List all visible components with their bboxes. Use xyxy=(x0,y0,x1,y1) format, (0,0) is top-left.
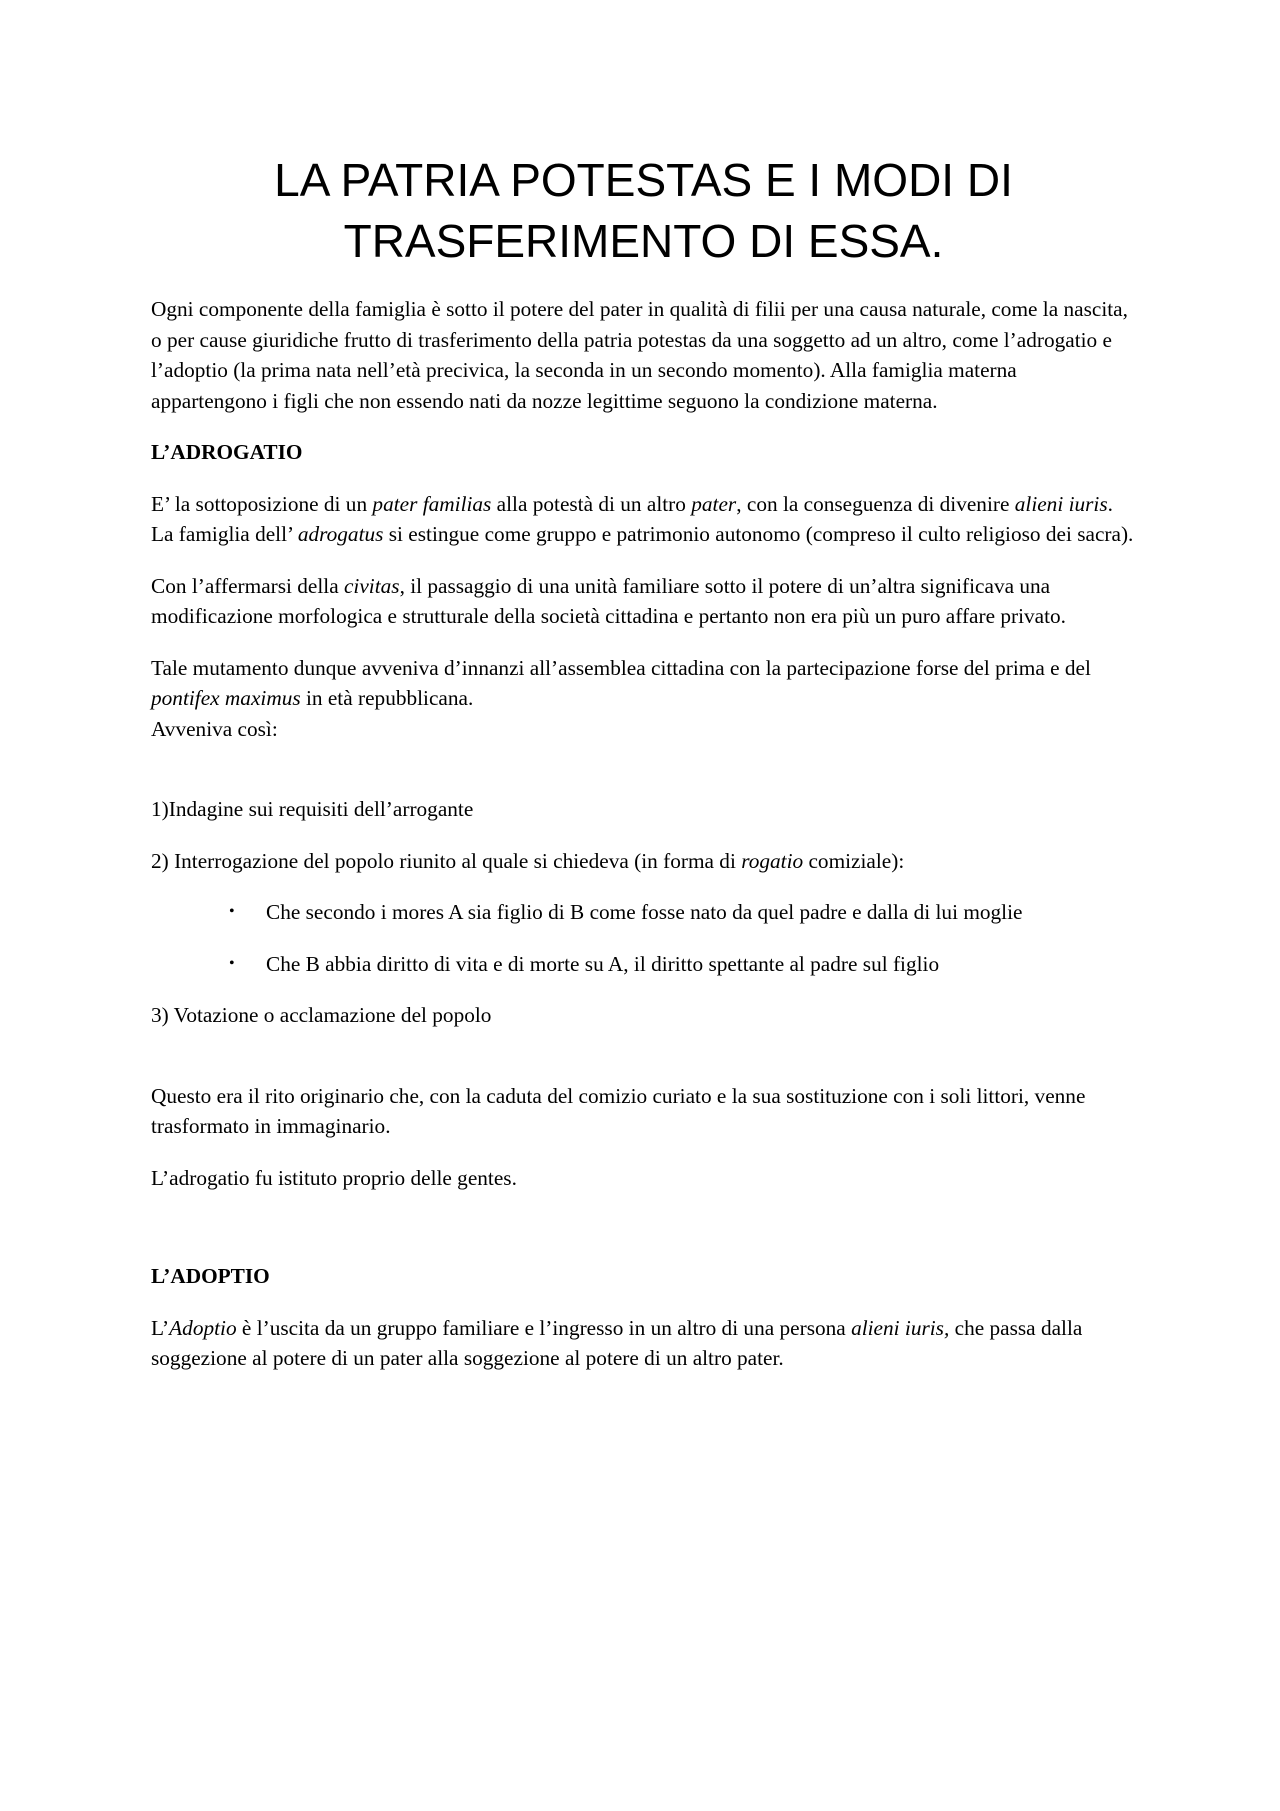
gentes-paragraph: L’adrogatio fu istituto proprio delle gentes. xyxy=(151,1165,517,1190)
italic-term: pater xyxy=(691,491,737,516)
text-run: , il passaggio di una unità familiare sotto il potere di un’altra significava una modificazione morfologica e strutturale della società cittadina e pertanto non era più un puro affare privato. xyxy=(151,573,1067,628)
text-run: Tale mutamento dunque avveniva d’innanzi all’assemblea cittadina con la partecipazione forse del prima e del xyxy=(151,655,1091,680)
italic-term: adrogatus xyxy=(297,522,384,546)
original-rite-paragraph: Questo era il rito originario che, con la caduta del comizio curiato e la sua sostituzione con i soli littori, venne trasformato in immaginario. xyxy=(151,1083,1086,1138)
list-item-text: Che B abbia diritto di vita e di morte su A, il diritto spettante al padre sul figlio xyxy=(266,951,940,976)
text-run: E’ la sottoposizione di un xyxy=(151,491,373,516)
document-title: LA PATRIA POTESTAS E I MODI DI TRASFERIMENTO DI ESSA. xyxy=(274,154,1013,267)
italic-term: pontifex maximus xyxy=(151,686,301,710)
italic-term: civitas xyxy=(343,573,400,598)
bullet-list xyxy=(151,897,1136,979)
text-run: in età repubblicana. xyxy=(300,686,474,710)
section-heading-adrogatio: L’ADROGATIO xyxy=(151,440,303,464)
intro-paragraph: Ogni componente della famiglia è sotto il potere del pater in qualità di filii per una causa naturale, come la nascita, o per cause giuridiche frutto di trasferimento della patria potestas da una soggetto ad un altro, come l’adrogatio e l’adoptio (la prima nata nell’età precivica, la seconda in un secondo momento). Alla famiglia materna appartengono i figli che non essendo nati da nozze legittime seguono la condizione materna. xyxy=(151,297,1128,413)
list-item xyxy=(151,897,1136,928)
text-run: alla potestà di un altro xyxy=(491,491,692,516)
section-heading-adoptio: L’ADOPTIO xyxy=(151,1264,270,1288)
step-1: 1)Indagine sui requisiti dell’arrogante xyxy=(151,797,474,821)
text-run: che passa dalla soggezione al potere di un pater alla soggezione al potere di un altro pater. xyxy=(151,1315,1083,1370)
italic-term: Adoptio xyxy=(169,1315,237,1340)
text-run: Avveniva così: xyxy=(151,716,278,741)
text-run: Con l’affermarsi della xyxy=(151,573,344,598)
text-run: L’ xyxy=(151,1315,170,1340)
italic-term: pater familias xyxy=(372,491,492,516)
text-run: 2) Interrogazione del popolo riunito al quale si chiedeva (in forma di xyxy=(151,848,742,873)
italic-term: rogatio xyxy=(741,848,804,873)
step-3: 3) Votazione o acclamazione del popolo xyxy=(151,1003,492,1027)
bullet-icon: • xyxy=(229,954,235,972)
document-page xyxy=(151,150,1136,1395)
civitas-paragraph xyxy=(151,571,1136,632)
procedure-paragraph xyxy=(151,653,1136,745)
text-run: , con la conseguenza di divenire xyxy=(736,491,1015,516)
text-run: si estingue come gruppo e patrimonio autonomo (compreso il culto religioso dei sacra). xyxy=(383,522,1134,546)
text-run: comiziale): xyxy=(803,848,905,873)
text-run: è l’uscita da un gruppo familiare e l’ingresso in un altro di una persona xyxy=(236,1315,852,1340)
bullet-icon: • xyxy=(229,903,235,920)
italic-term: alieni iuris, xyxy=(851,1315,950,1340)
adoptio-definition-paragraph xyxy=(151,1313,1136,1374)
adrogatio-definition-paragraph xyxy=(151,489,1136,550)
text-run: . La famiglia dell’ xyxy=(151,491,1113,546)
step-2 xyxy=(151,846,1136,877)
italic-term: alieni iuris xyxy=(1014,491,1108,516)
list-item xyxy=(151,949,1136,980)
list-item-text: Che secondo i mores A sia figlio di B come fosse nato da quel padre e dalla di lui moglie xyxy=(266,900,1023,924)
